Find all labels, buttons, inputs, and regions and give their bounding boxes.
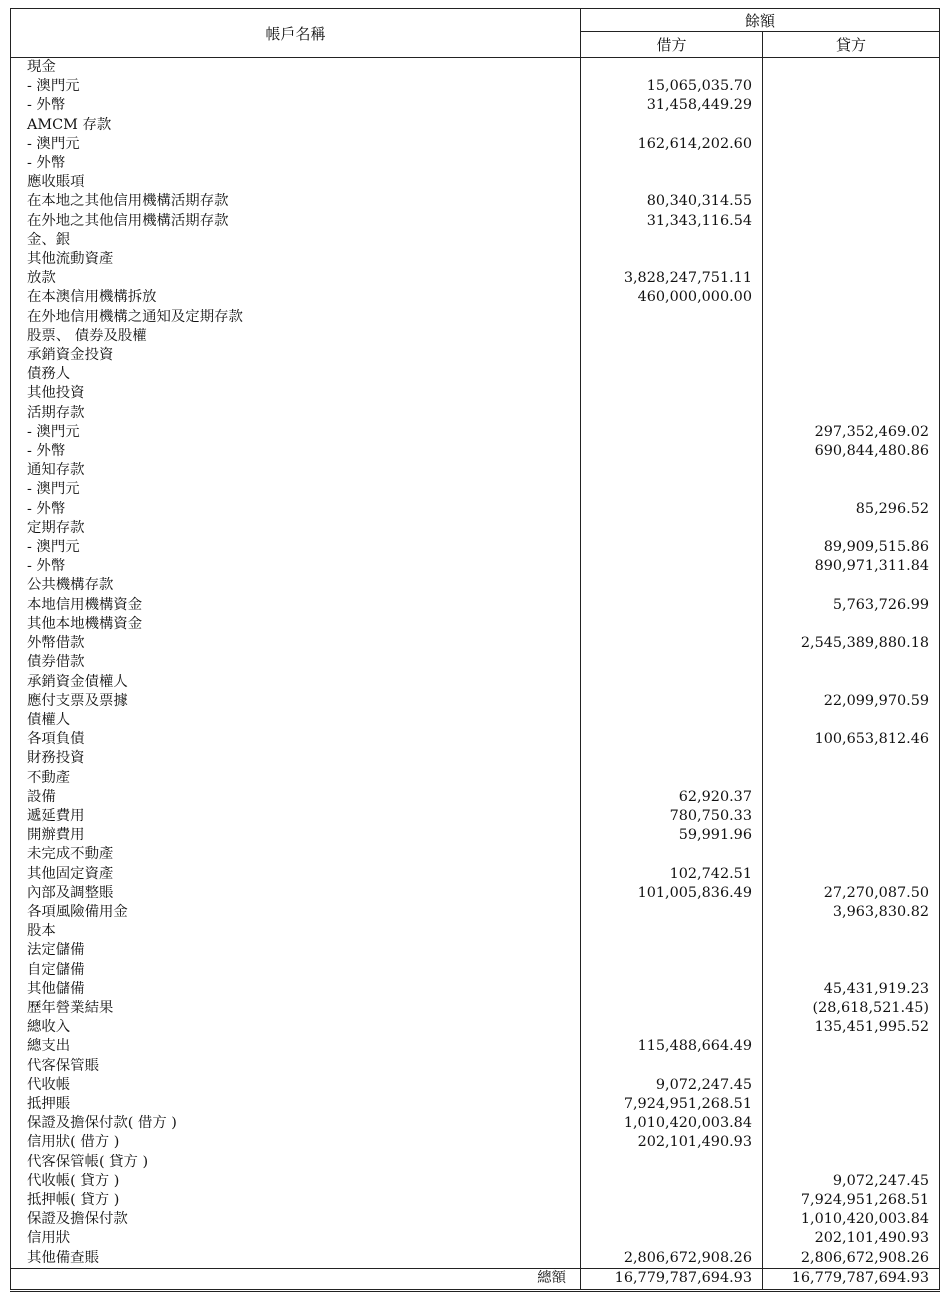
account-name-cell: 總收入 [11, 1018, 581, 1037]
debit-cell [581, 1172, 763, 1191]
account-name-cell: 其他儲備 [11, 980, 581, 999]
table-row [11, 538, 940, 557]
debit-cell [581, 1057, 763, 1076]
table-row [11, 500, 940, 519]
credit-cell: 690,844,480.86 [763, 442, 940, 461]
debit-cell [581, 58, 763, 78]
credit-cell [763, 769, 940, 788]
credit-cell [763, 826, 940, 845]
table-row [11, 1037, 940, 1056]
account-name-cell: 現金 [11, 58, 581, 78]
credit-cell [763, 346, 940, 365]
credit-cell [763, 865, 940, 884]
table-row [11, 903, 940, 922]
account-name-cell: - 澳門元 [11, 135, 581, 154]
account-name-cell: 在本地之其他信用機構活期存款 [11, 192, 581, 211]
credit-cell: 1,010,420,003.84 [763, 1210, 940, 1229]
debit-cell: 115,488,664.49 [581, 1037, 763, 1056]
table-row [11, 250, 940, 269]
debit-cell: 31,458,449.29 [581, 96, 763, 115]
account-name-cell: 定期存款 [11, 519, 581, 538]
debit-cell [581, 653, 763, 672]
account-name-cell: 代客保管帳( 貸方 ) [11, 1153, 581, 1172]
credit-cell: 85,296.52 [763, 500, 940, 519]
table-row [11, 865, 940, 884]
account-name-cell: 債務人 [11, 365, 581, 384]
debit-cell [581, 692, 763, 711]
debit-cell [581, 941, 763, 960]
account-name-cell: - 外幣 [11, 557, 581, 576]
debit-cell [581, 1191, 763, 1210]
credit-cell [763, 212, 940, 231]
table-row [11, 769, 940, 788]
credit-cell: 9,072,247.45 [763, 1172, 940, 1191]
debit-cell [581, 673, 763, 692]
account-name-cell: 開辦費用 [11, 826, 581, 845]
credit-cell [763, 154, 940, 173]
debit-cell: 162,614,202.60 [581, 135, 763, 154]
table-row [11, 1057, 940, 1076]
debit-cell: 31,343,116.54 [581, 212, 763, 231]
account-name-cell: - 澳門元 [11, 77, 581, 96]
account-name-cell: 信用狀 [11, 1229, 581, 1248]
debit-cell [581, 173, 763, 192]
credit-cell [763, 1057, 940, 1076]
credit-cell [763, 288, 940, 307]
header-balance: 餘額 [581, 9, 940, 32]
table-row [11, 692, 940, 711]
debit-cell: 7,924,951,268.51 [581, 1095, 763, 1114]
account-name-cell: 設備 [11, 788, 581, 807]
account-name-cell: 財務投資 [11, 749, 581, 768]
debit-cell [581, 557, 763, 576]
debit-cell: 15,065,035.70 [581, 77, 763, 96]
table-row [11, 576, 940, 595]
debit-cell [581, 769, 763, 788]
account-name-cell: 法定儲備 [11, 941, 581, 960]
credit-cell [763, 615, 940, 634]
account-name-cell: 放款 [11, 269, 581, 288]
credit-cell [763, 96, 940, 115]
credit-cell [763, 845, 940, 864]
account-name-cell: 公共機構存款 [11, 576, 581, 595]
debit-cell: 1,010,420,003.84 [581, 1114, 763, 1133]
debit-cell: 102,742.51 [581, 865, 763, 884]
credit-cell [763, 1133, 940, 1152]
debit-cell [581, 154, 763, 173]
table-row [11, 980, 940, 999]
credit-cell [763, 1076, 940, 1095]
account-name-cell: 應收賬項 [11, 173, 581, 192]
credit-cell: 45,431,919.23 [763, 980, 940, 999]
header-debit: 借方 [581, 32, 763, 58]
debit-cell [581, 922, 763, 941]
account-name-cell: 承銷資金投資 [11, 346, 581, 365]
debit-cell: 101,005,836.49 [581, 884, 763, 903]
credit-cell: 890,971,311.84 [763, 557, 940, 576]
table-row [11, 461, 940, 480]
credit-cell [763, 404, 940, 423]
credit-cell [763, 576, 940, 595]
account-name-cell: 債券借款 [11, 653, 581, 672]
debit-cell [581, 596, 763, 615]
credit-cell [763, 192, 940, 211]
table-row [11, 288, 940, 307]
account-name-cell: 在外地之其他信用機構活期存款 [11, 212, 581, 231]
account-name-cell: 總支出 [11, 1037, 581, 1056]
table-row [11, 941, 940, 960]
trial-balance-sheet [10, 8, 939, 1292]
account-name-cell: 承銷資金債權人 [11, 673, 581, 692]
account-name-cell: - 外幣 [11, 500, 581, 519]
debit-cell [581, 749, 763, 768]
debit-cell: 460,000,000.00 [581, 288, 763, 307]
credit-cell [763, 788, 940, 807]
credit-cell [763, 461, 940, 480]
account-name-cell: 本地信用機構資金 [11, 596, 581, 615]
debit-cell [581, 538, 763, 557]
credit-cell [763, 1153, 940, 1172]
credit-cell [763, 749, 940, 768]
account-name-cell: 股票、 債券及股權 [11, 327, 581, 346]
debit-cell [581, 980, 763, 999]
table-row [11, 615, 940, 634]
credit-cell [763, 1114, 940, 1133]
credit-cell [763, 173, 940, 192]
table-row [11, 212, 940, 231]
table-row [11, 557, 940, 576]
table-row [11, 173, 940, 192]
account-name-cell: - 澳門元 [11, 480, 581, 499]
credit-cell: 2,806,672,908.26 [763, 1249, 940, 1269]
table-row [11, 1191, 940, 1210]
account-name-cell: 債權人 [11, 711, 581, 730]
debit-cell [581, 231, 763, 250]
credit-cell: 297,352,469.02 [763, 423, 940, 442]
header-credit: 貸方 [763, 32, 940, 58]
table-row [11, 269, 940, 288]
credit-cell [763, 961, 940, 980]
debit-cell [581, 250, 763, 269]
table-row [11, 1095, 940, 1114]
table-row [11, 1076, 940, 1095]
table-row [11, 1153, 940, 1172]
header-account-name: 帳戶名稱 [11, 9, 581, 58]
total-row [11, 1268, 940, 1290]
table-row [11, 308, 940, 327]
debit-cell [581, 327, 763, 346]
debit-cell [581, 1153, 763, 1172]
account-name-cell: 在外地信用機構之通知及定期存款 [11, 308, 581, 327]
table-row [11, 154, 940, 173]
table-row [11, 749, 940, 768]
table-row [11, 845, 940, 864]
table-row [11, 788, 940, 807]
table-row [11, 922, 940, 941]
credit-cell [763, 519, 940, 538]
debit-cell [581, 730, 763, 749]
table-row [11, 826, 940, 845]
debit-cell: 9,072,247.45 [581, 1076, 763, 1095]
debit-cell [581, 519, 763, 538]
account-name-cell: - 外幣 [11, 154, 581, 173]
table-row [11, 58, 940, 78]
table-row [11, 116, 940, 135]
debit-cell [581, 845, 763, 864]
account-name-cell: 外幣借款 [11, 634, 581, 653]
credit-cell [763, 653, 940, 672]
table-row [11, 634, 940, 653]
account-name-cell: 其他流動資產 [11, 250, 581, 269]
credit-cell: 2,545,389,880.18 [763, 634, 940, 653]
credit-cell [763, 116, 940, 135]
debit-cell [581, 1018, 763, 1037]
debit-cell [581, 961, 763, 980]
table-row [11, 807, 940, 826]
debit-cell [581, 1229, 763, 1248]
credit-cell: 100,653,812.46 [763, 730, 940, 749]
debit-cell [581, 576, 763, 595]
credit-cell: 5,763,726.99 [763, 596, 940, 615]
account-name-cell: 抵押賬 [11, 1095, 581, 1114]
table-row [11, 384, 940, 403]
account-name-cell: 不動產 [11, 769, 581, 788]
credit-cell [763, 308, 940, 327]
account-name-cell: AMCM 存款 [11, 116, 581, 135]
table-row [11, 365, 940, 384]
table-row [11, 1229, 940, 1248]
account-name-cell: - 外幣 [11, 442, 581, 461]
table-row [11, 77, 940, 96]
credit-cell [763, 673, 940, 692]
credit-cell [763, 250, 940, 269]
table-row [11, 1133, 940, 1152]
account-name-cell: 其他投資 [11, 384, 581, 403]
debit-cell [581, 404, 763, 423]
total-credit: 16,779,787,694.93 [763, 1268, 940, 1290]
debit-cell [581, 1210, 763, 1229]
debit-cell [581, 500, 763, 519]
table-row [11, 404, 940, 423]
debit-cell: 2,806,672,908.26 [581, 1249, 763, 1269]
account-name-cell: 在本澳信用機構拆放 [11, 288, 581, 307]
debit-cell: 62,920.37 [581, 788, 763, 807]
account-name-cell: 自定儲備 [11, 961, 581, 980]
credit-cell [763, 135, 940, 154]
table-row [11, 135, 940, 154]
account-name-cell: - 澳門元 [11, 538, 581, 557]
table-row [11, 653, 940, 672]
account-rows [11, 58, 940, 1269]
table-row [11, 961, 940, 980]
account-name-cell: 保證及擔保付款( 借方 ) [11, 1114, 581, 1133]
credit-cell: 27,270,087.50 [763, 884, 940, 903]
debit-cell [581, 442, 763, 461]
debit-cell [581, 999, 763, 1018]
debit-cell [581, 308, 763, 327]
credit-cell [763, 711, 940, 730]
account-name-cell: 應付支票及票據 [11, 692, 581, 711]
table-row [11, 327, 940, 346]
table-row [11, 596, 940, 615]
account-name-cell: 其他本地機構資金 [11, 615, 581, 634]
table-row [11, 1249, 940, 1269]
account-name-cell: 抵押帳( 貸方 ) [11, 1191, 581, 1210]
credit-cell [763, 1037, 940, 1056]
table-row [11, 346, 940, 365]
credit-cell [763, 807, 940, 826]
account-name-cell: 各項風險備用金 [11, 903, 581, 922]
credit-cell: 202,101,490.93 [763, 1229, 940, 1248]
credit-cell [763, 327, 940, 346]
credit-cell [763, 941, 940, 960]
account-name-cell: 代客保管賬 [11, 1057, 581, 1076]
account-name-cell: 信用狀( 借方 ) [11, 1133, 581, 1152]
credit-cell [763, 58, 940, 78]
table-row [11, 884, 940, 903]
table-row [11, 673, 940, 692]
account-name-cell: 代收帳( 貸方 ) [11, 1172, 581, 1191]
credit-cell: 135,451,995.52 [763, 1018, 940, 1037]
credit-cell [763, 365, 940, 384]
trial-balance-table [10, 8, 940, 1292]
debit-cell [581, 903, 763, 922]
credit-cell [763, 384, 940, 403]
debit-cell: 80,340,314.55 [581, 192, 763, 211]
debit-cell [581, 461, 763, 480]
table-row [11, 1172, 940, 1191]
account-name-cell: 股本 [11, 922, 581, 941]
debit-cell: 202,101,490.93 [581, 1133, 763, 1152]
account-name-cell: 歷年營業結果 [11, 999, 581, 1018]
account-name-cell: 金、銀 [11, 231, 581, 250]
account-name-cell: 未完成不動產 [11, 845, 581, 864]
table-row [11, 480, 940, 499]
debit-cell [581, 615, 763, 634]
credit-cell: (28,618,521.45) [763, 999, 940, 1018]
debit-cell: 3,828,247,751.11 [581, 269, 763, 288]
account-name-cell: 各項負債 [11, 730, 581, 749]
table-row [11, 519, 940, 538]
debit-cell [581, 634, 763, 653]
debit-cell [581, 384, 763, 403]
account-name-cell: 通知存款 [11, 461, 581, 480]
table-row [11, 231, 940, 250]
account-name-cell: 代收帳 [11, 1076, 581, 1095]
credit-cell: 89,909,515.86 [763, 538, 940, 557]
account-name-cell: 其他固定資產 [11, 865, 581, 884]
debit-cell [581, 423, 763, 442]
table-row [11, 1114, 940, 1133]
total-debit: 16,779,787,694.93 [581, 1268, 763, 1290]
debit-cell: 780,750.33 [581, 807, 763, 826]
table-row [11, 711, 940, 730]
table-row [11, 192, 940, 211]
table-row [11, 96, 940, 115]
debit-cell: 59,991.96 [581, 826, 763, 845]
account-name-cell: 其他備查賬 [11, 1249, 581, 1269]
table-row [11, 1018, 940, 1037]
table-row [11, 1210, 940, 1229]
account-name-cell: - 外幣 [11, 96, 581, 115]
table-row [11, 442, 940, 461]
credit-cell: 7,924,951,268.51 [763, 1191, 940, 1210]
account-name-cell: 活期存款 [11, 404, 581, 423]
credit-cell [763, 231, 940, 250]
table-row [11, 730, 940, 749]
debit-cell [581, 711, 763, 730]
total-label: 總額 [11, 1268, 581, 1290]
account-name-cell: - 澳門元 [11, 423, 581, 442]
account-name-cell: 內部及調整賬 [11, 884, 581, 903]
debit-cell [581, 365, 763, 384]
account-name-cell: 遞延費用 [11, 807, 581, 826]
credit-cell [763, 269, 940, 288]
credit-cell: 22,099,970.59 [763, 692, 940, 711]
credit-cell [763, 922, 940, 941]
credit-cell [763, 77, 940, 96]
debit-cell [581, 346, 763, 365]
debit-cell [581, 116, 763, 135]
credit-cell: 3,963,830.82 [763, 903, 940, 922]
account-name-cell: 保證及擔保付款 [11, 1210, 581, 1229]
credit-cell [763, 1095, 940, 1114]
debit-cell [581, 480, 763, 499]
credit-cell [763, 480, 940, 499]
table-row [11, 999, 940, 1018]
table-row [11, 423, 940, 442]
